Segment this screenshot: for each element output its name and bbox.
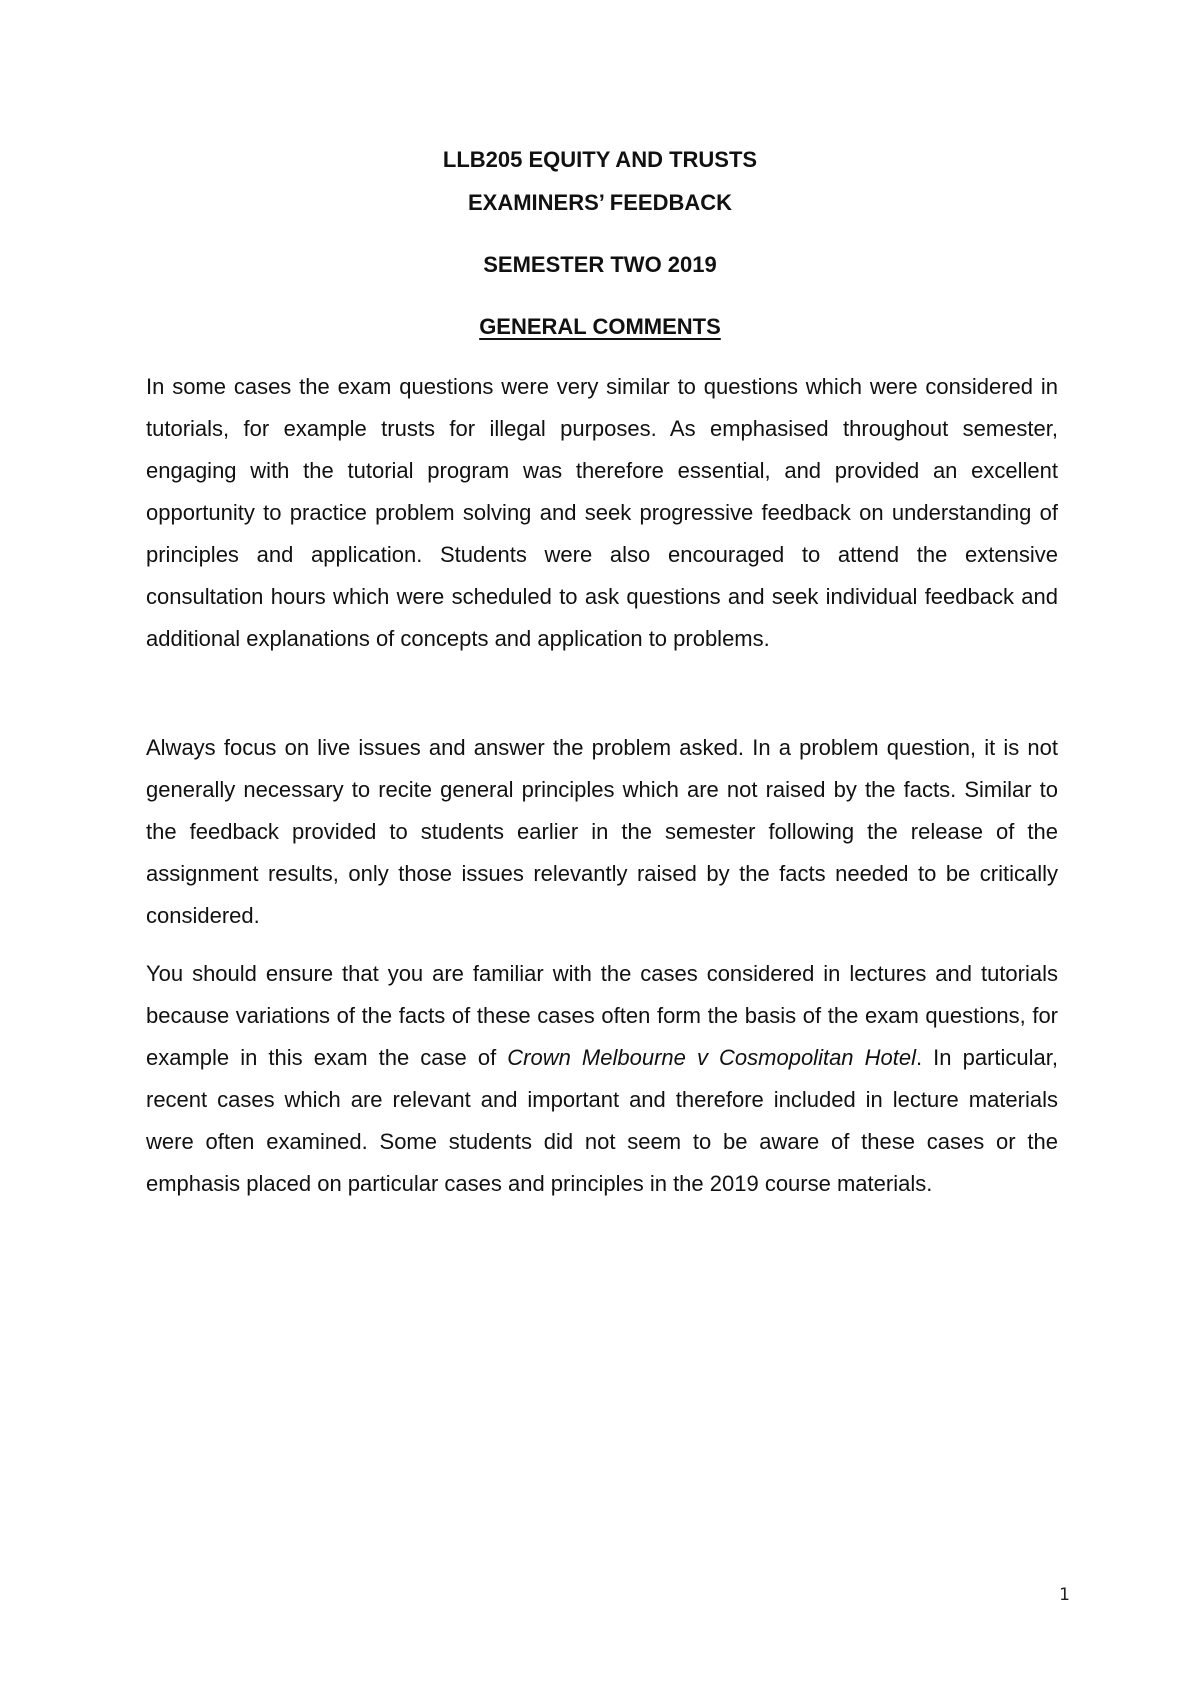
paragraph-3-after: . In particular, recent cases which are relevant and important and therefore included in lecture materials were often examined. Some students did not seem to be aware of these cases or the emphasis placed on particular cases and principles in the 2019 course materials.	[146, 1045, 1058, 1196]
paragraph-3	[146, 953, 1058, 1205]
page-number: 1	[1059, 1585, 1070, 1605]
paragraph-3-text	[146, 953, 1058, 1205]
paragraph-2-text: Always focus on live issues and answer the problem asked. In a problem question, it is not generally necessary to recite general principles which are not raised by the facts. Similar to the feedback provided to students earlier in the semester following the release of the assignment results, only those issues relevantly raised by the facts needed to be critically considered.	[146, 735, 1058, 928]
document-title: LLB205 EQUITY AND TRUSTS	[442, 147, 758, 172]
case-name: Crown Melbourne v Cosmopolitan Hotel	[507, 1045, 916, 1070]
paragraph-3-before: You should ensure that you are familiar with the cases considered in lectures and tutorials because variations of the facts of these cases often form the basis of the exam questions, for example in this exam the case of	[146, 961, 1058, 1070]
paragraph-1-text: In some cases the exam questions were very similar to questions which were considered in tutorials, for example trusts for illegal purposes. As emphasised throughout semester, engaging with the tutorial program was therefore essential, and provided an excellent opportunity to practice problem solving and seek progressive feedback on understanding of principles and application. Students were also encouraged to attend the extensive consultation hours which were scheduled to ask questions and seek individual feedback and additional explanations of concepts and application to problems.	[146, 374, 1058, 651]
document-subtitle: EXAMINERS’ FEEDBACK	[467, 190, 733, 215]
semester-heading: SEMESTER TWO 2019	[483, 252, 717, 277]
paragraph-1	[146, 366, 1058, 660]
section-heading: GENERAL COMMENTS	[479, 314, 721, 339]
paragraph-2	[146, 727, 1058, 937]
